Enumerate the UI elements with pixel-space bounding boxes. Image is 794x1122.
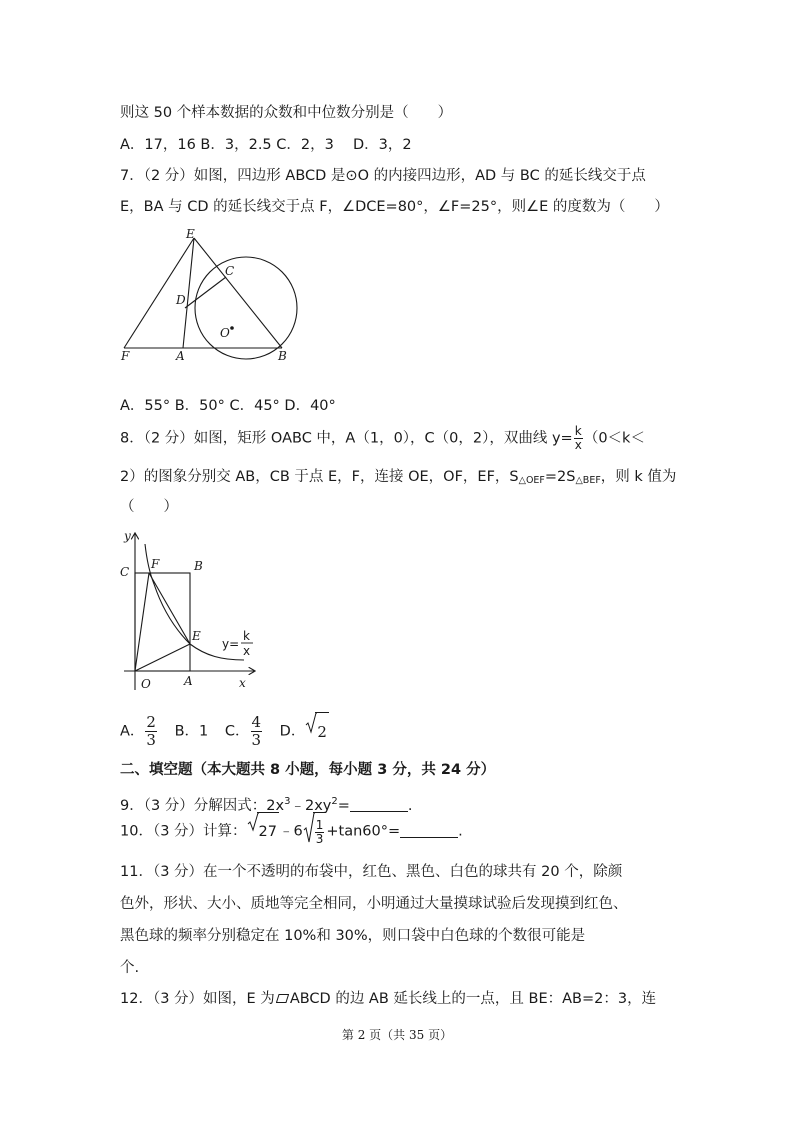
q10-frac — [315, 819, 325, 846]
q7-line-dc — [185, 277, 226, 308]
q7-label-b: B — [278, 349, 287, 363]
q12-line-1 — [120, 989, 656, 1009]
page-footer: 第 2 页（共 35 页） — [341, 1028, 453, 1042]
q8-opt-a-frac — [145, 714, 157, 749]
q7-line-eb — [194, 238, 282, 348]
q8-opt-a-num: 2 — [146, 713, 156, 731]
sqrt-sign-icon — [305, 712, 317, 734]
q8-opt-c-den: 3 — [251, 731, 262, 749]
q8-options — [120, 712, 329, 751]
q8-segment-fe — [149, 573, 190, 644]
parallelogram-icon — [276, 989, 289, 997]
q10-text-c: +tan60°= — [326, 823, 401, 840]
q8-opt-a-den: 3 — [146, 731, 156, 749]
q8-opt-c: C． — [224, 723, 250, 740]
q8-sub-bef: △BEF — [575, 475, 601, 486]
section-2-heading: 二、填空题（本大题共 8 小题，每小题 3 分，共 24 分） — [120, 762, 496, 778]
q8-opt-d: D． — [279, 723, 306, 740]
q10-text-a: 10．（3 分）计算： — [120, 823, 247, 840]
q8-opt-c-frac — [251, 714, 263, 749]
q10-sqrt-27 — [247, 812, 279, 851]
q7-label-e: E — [186, 227, 195, 241]
q7-options: A．55° B．50° C．45° D．40° — [120, 398, 336, 414]
q8-line-1 — [120, 425, 645, 452]
q8-opt-b: B．1 — [174, 723, 209, 740]
q8-label-f: F — [151, 557, 160, 571]
q8-opt-c-num: 4 — [251, 713, 262, 731]
q8-figure — [114, 522, 264, 694]
q8-line-3: （ ） — [120, 499, 178, 515]
q8-curve-label-x: x — [243, 644, 251, 658]
q8-label-e: E — [192, 629, 201, 643]
q8-line-2-a: 2）的图象分别交 AB，CB 于点 E，F，连接 OE，OF，EF，S — [120, 469, 519, 485]
q8-opt-d-sqrt — [305, 712, 329, 751]
q7-center-dot — [230, 326, 234, 330]
sqrt-sign-icon — [247, 812, 259, 832]
q11-line-2: 色外，形状、大小、质地等完全相同，小明通过大量摸球试验后发现摸到红色、 — [120, 896, 628, 912]
q8-label-b: B — [194, 559, 203, 573]
q8-label-a: A — [184, 674, 193, 688]
q8-label-x: x — [239, 676, 246, 690]
q11-line-1: 11．（3 分）在一个不透明的布袋中，红色、黑色、白色的球共有 20 个，除颜 — [120, 864, 623, 880]
q7-label-d: D — [176, 293, 186, 307]
q9-text-b: ﹣2xy — [290, 798, 332, 814]
q9-text-d: . — [407, 798, 413, 814]
q11-line-3: 黑色球的频率分别稳定在 10%和 30%，则口袋中白色球的个数很可能是 — [120, 928, 586, 944]
q8-eq: =2S — [544, 469, 576, 485]
q12-text-a: 12．（3 分）如图，E 为 — [120, 991, 275, 1007]
q9-answer-blank[interactable] — [350, 797, 408, 812]
q8-frac-den: x — [574, 438, 582, 452]
q7-label-o: O — [220, 326, 230, 340]
q10-text-d: . — [458, 823, 463, 840]
q8-frac-num: k — [574, 424, 582, 438]
q9-sup-2: 2 — [331, 796, 338, 807]
q8-segment-of — [135, 573, 149, 671]
q7-line-2: E，BA 与 CD 的延长线交于点 F，∠DCE=80°，∠F=25°，则∠E 的度数为（ ） — [120, 199, 669, 215]
q9-text-a: 9．（3 分）分解因式：2x — [120, 798, 285, 814]
q6-stem: 则这 50 个样本数据的众数和中位数分别是（ ） — [120, 105, 453, 121]
q11-line-4: 个. — [120, 960, 140, 976]
q8-fraction-k-over-x — [574, 425, 583, 452]
q8-line-2-b: ，则 k 值为 — [600, 469, 677, 485]
q10-line — [120, 812, 463, 851]
q8-opt-d-radicand: 2 — [315, 712, 329, 751]
q7-label-f: F — [121, 349, 130, 363]
q8-sub-oef: △OEF — [518, 475, 545, 486]
q9-text-c: = — [337, 798, 350, 814]
q9-sup-1: 3 — [284, 796, 291, 807]
q10-answer-blank[interactable] — [400, 823, 458, 838]
q8-segment-oe — [135, 644, 190, 671]
q12-text-b: ABCD 的边 AB 延长线上的一点，且 BE：AB=2：3，连 — [289, 991, 657, 1007]
q7-circle — [195, 257, 297, 359]
q7-figure — [110, 224, 310, 366]
q7-line-1: 7．（2 分）如图，四边形 ABCD 是⊙O 的内接四边形，AD 与 BC 的延长线交于点 — [120, 168, 646, 184]
q7-label-a: A — [176, 349, 185, 363]
q8-curve-label: y= — [222, 637, 240, 651]
q10-frac-num: 1 — [315, 817, 324, 832]
q10-radicand-27: 27 — [257, 812, 279, 851]
q10-text-b: ﹣6 — [279, 823, 303, 840]
sqrt-sign-icon — [303, 812, 315, 844]
q8-label-c: C — [120, 565, 130, 579]
q8-opt-a: A． — [120, 723, 145, 740]
q8-line-1-a: 8．（2 分）如图，矩形 OABC 中，A（1，0），C（0，2），双曲线 y= — [120, 430, 573, 447]
q8-label-o: O — [141, 677, 151, 691]
q6-options: A．17，16 B．3，2.5 C．2，3 D．3，2 — [120, 137, 412, 153]
q8-line-1-b: （0＜k＜ — [583, 430, 645, 447]
q7-label-c: C — [225, 264, 235, 278]
q8-label-y: y — [124, 529, 131, 543]
q10-sqrt-frac — [303, 812, 327, 851]
q8-line-2 — [120, 467, 676, 491]
q8-rectangle-oabc — [135, 573, 190, 671]
q8-curve-label-k: k — [243, 629, 250, 643]
q10-frac-den: 3 — [315, 831, 324, 846]
